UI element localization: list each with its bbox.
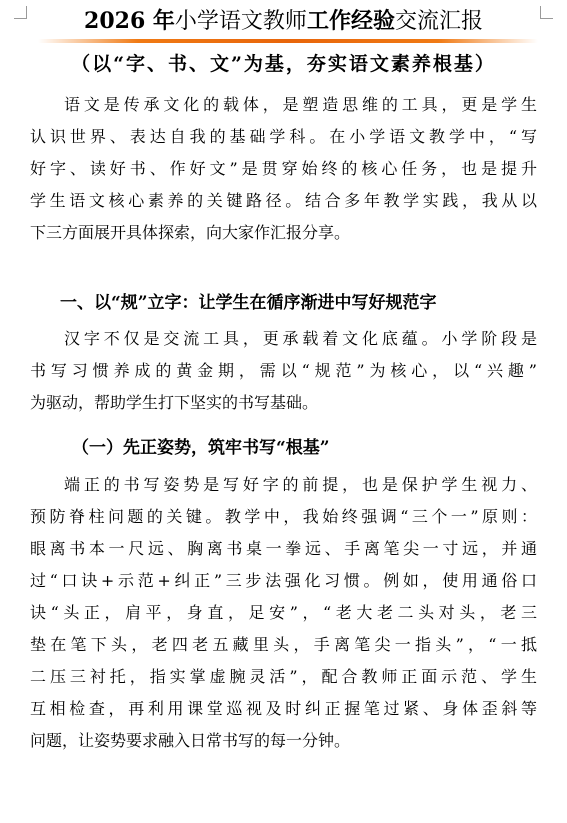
title-subject: 小学语文教师 <box>174 9 307 34</box>
paragraph-line: 为驱动，帮助学生打下坚实的书写基础。 <box>30 393 319 412</box>
paragraph-line: 互相检查，再利用课堂巡视及时纠正握笔过紧、身体歪斜等 <box>30 699 537 718</box>
paragraph-line: 端正的书写姿势是写好字的前提，也是保护学生视力、 <box>64 475 537 494</box>
paragraph-line: 汉字不仅是交流工具，更承载着文化底蕴。小学阶段是 <box>64 329 537 348</box>
title-suffix: 交流汇报 <box>394 9 483 34</box>
paragraph-line: 过“口诀+示范+纠正”三步法强化习惯。例如，使用通俗口 <box>30 571 537 590</box>
paragraph-line: 预防脊柱问题的关键。教学中，我始终强调“三个一”原则： <box>30 507 537 526</box>
paragraph-line: 问题，让姿势要求融入日常书写的每一分钟。 <box>30 731 351 750</box>
paragraph-line: 下三方面展开具体探索，向大家作汇报分享。 <box>30 223 351 242</box>
title-emphasis: 工作经验 <box>306 8 395 34</box>
paragraph-line: 认识世界、表达自我的基础学科。在小学语文教学中，“写 <box>30 127 537 146</box>
paragraph-line: 好字、读好书、作好文”是贯穿始终的核心任务，也是提升 <box>30 159 537 178</box>
document-title <box>30 6 537 36</box>
section-heading: 一、以“规”立字：让学生在循序渐进中写好规范字 <box>60 293 437 313</box>
page-corner-mark-right <box>540 6 553 19</box>
document-subtitle: （以“字、书、文”为基，夯实语文素养根基） <box>71 53 496 75</box>
paragraph-line: 语文是传承文化的载体，是塑造思维的工具，更是学生 <box>64 95 537 114</box>
paragraph-line: 垫在笔下头，老四老五藏里头，手离笔尖一指头”，“一抵 <box>30 635 537 654</box>
title-underline-decoration <box>38 39 538 43</box>
page-corner-mark-left <box>14 6 27 19</box>
paragraph-line: 书写习惯养成的黄金期，需以“规范”为核心，以“兴趣” <box>30 361 537 380</box>
paragraph-line: 学生语文核心素养的关键路径。结合多年教学实践，我从以 <box>30 191 537 210</box>
subsection-paragraph <box>30 469 537 757</box>
title-year: 2026 年 <box>84 8 175 34</box>
paragraph-line: 眼离书本一尺远、胸离书桌一拳远、手离笔尖一寸远，并通 <box>30 539 537 558</box>
intro-paragraph <box>30 89 537 249</box>
subsection-heading: （一）先正姿势，筑牢书写“根基” <box>72 438 330 458</box>
paragraph-line: 二压三衬托，指实掌虚腕灵活”，配合教师正面示范、学生 <box>30 667 537 686</box>
paragraph-line: 诀“头正，肩平，身直，足安”，“老大老二头对头，老三 <box>30 603 537 622</box>
section-paragraph <box>30 323 537 419</box>
